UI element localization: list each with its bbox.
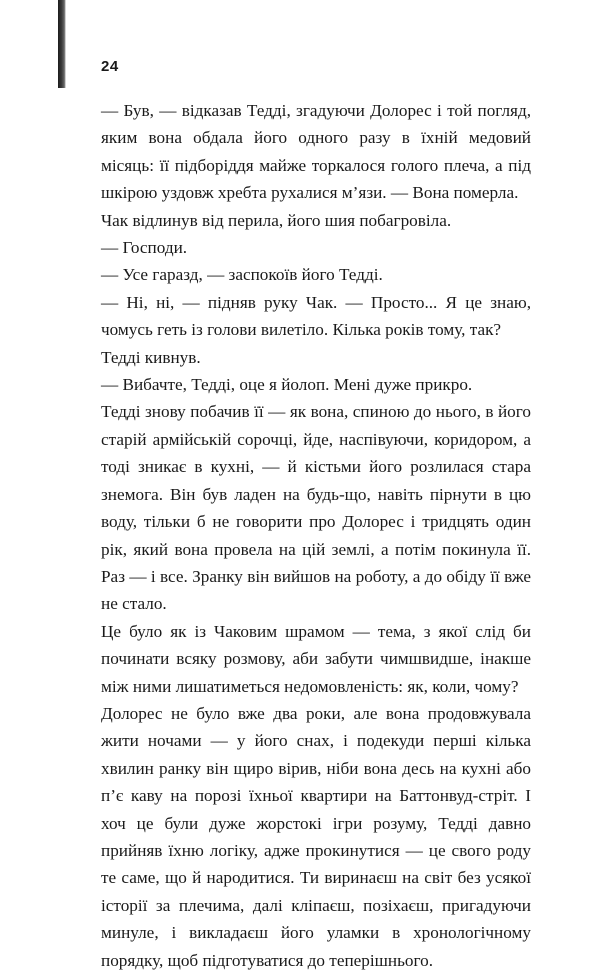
page-number: 24 bbox=[101, 58, 119, 75]
paragraph: — Ні, ні, — підняв руку Чак. — Просто... Я це знаю, чомусь геть із голови вилетіло. Кілька років тому, так? bbox=[101, 292, 531, 340]
paragraph: Долорес не було вже два роки, але вона продовжувала жити ночами — у його снах, і подекуди перші кілька хвилин ранку він щиро вірив, ніби вона десь на кухні або п’є каву на порозі їхньої квартири на Баттонвуд-стріт. І хоч це були дуже жорстокі ігри розуму, Тедді давно прийняв їхню логіку, адже прокинутися — це свого роду те саме, що й народитися. Ти виринаєш на світ без усякої історії за плечима, далі кліпаєш, позіхаєш, пригадуючи минуле, і викладаєш його уламки в хронологічному порядку, щоб підготуватися до теперішнього. bbox=[101, 703, 531, 970]
paragraph: — Господи. bbox=[101, 238, 188, 258]
paragraph: Чак відлинув від перила, його шия побагровіла. bbox=[101, 210, 452, 230]
paragraph: Тедді знову побачив її — як вона, спиною до нього, в його старій армійській сорочці, йде, наспівуючи, коридором, а тоді зникає в кухні, — й кістьми його розлилася стара знемога. Він був ладен на будь-що, навіть пірнути в цю воду, тільки б не говорити про Долорес і тридцять один рік, який вона провела на цій землі, а потім покинула її. Раз — і все. Зранку він вийшов на роботу, а до обіду її вже не стало. bbox=[101, 402, 531, 614]
paragraph: Це було як із Чаковим шрамом — тема, з якої слід би починати всяку розмову, аби забути чимшвидше, інакше між ними лишатиметься недомовленість: як, коли, чому? bbox=[101, 621, 531, 696]
paragraph: — Був, — відказав Тедді, згадуючи Долорес і той погляд, яким вона обдала його одного разу в їхній медовий місяць: її підборіддя майже торкалося голого плеча, а під шкірою уздовж хребта рухалися м’язи. — Вона померла. bbox=[101, 101, 531, 203]
body-text bbox=[101, 97, 531, 974]
paragraph: — Вибачте, Тедді, оце я йолоп. Мені дуже прикро. bbox=[101, 375, 473, 395]
paragraph: Тедді кивнув. bbox=[101, 347, 201, 367]
page-edge-shadow bbox=[58, 0, 66, 88]
paragraph: — Усе гаразд, — заспокоїв його Тедді. bbox=[101, 265, 383, 285]
